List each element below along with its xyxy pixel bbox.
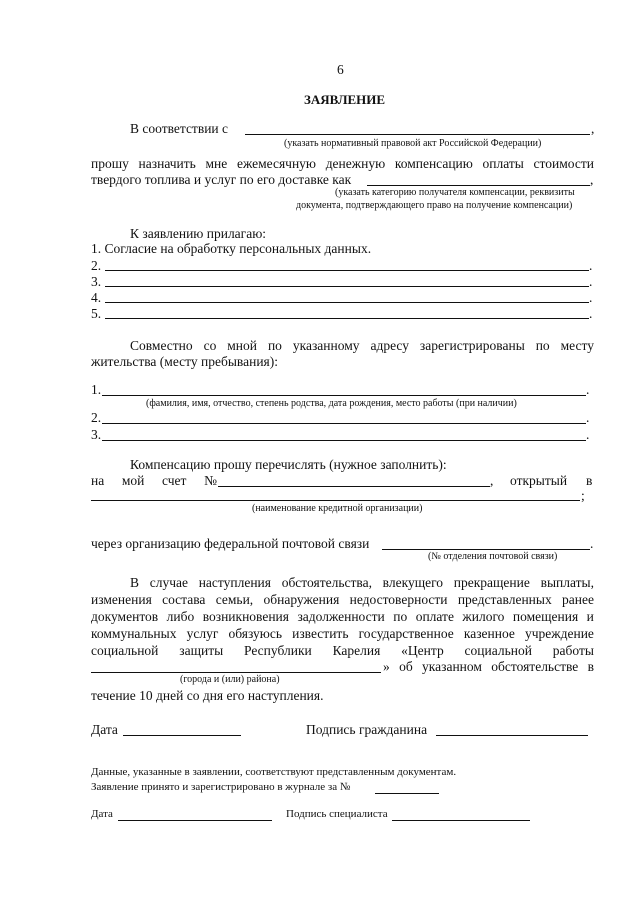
date-label: Дата (91, 722, 118, 737)
person-2-field[interactable] (102, 423, 586, 424)
post-prefix: через организацию федеральной почтовой связи (91, 536, 370, 551)
recipient-category-field[interactable] (367, 185, 590, 186)
attachment-dot-5: . (589, 306, 593, 321)
request-line-1: прошу назначить мне ежемесячную денежную компенсацию оплаты стоимости (91, 156, 594, 171)
city-district-field[interactable] (91, 672, 381, 673)
specialist-signature-label: Подпись специалиста (286, 808, 388, 820)
opened-v: в (586, 473, 593, 488)
attachments-heading: К заявлению прилагаю: (130, 226, 267, 241)
person-dot-3: . (586, 427, 590, 442)
journal-number-field[interactable] (375, 793, 439, 794)
bank-semicolon: ; (581, 488, 585, 503)
attachment-num-3: 3. (91, 274, 102, 289)
intro-prefix: В соответствии с (130, 121, 229, 136)
attachment-2-field[interactable] (105, 270, 589, 271)
person-dot-2: . (586, 410, 590, 425)
request-comma: , (590, 172, 594, 187)
attachment-num-4: 4. (91, 290, 102, 305)
specialist-signature-field[interactable] (392, 820, 530, 821)
obligation-line-5: социальной защиты Республики Карелия «Центр социальной работы (91, 643, 594, 658)
obligation-line-4: коммунальных услуг обязуюсь известить государственное казенное учреждение (91, 626, 594, 641)
footer-note-2: Заявление принято и зарегистрировано в журнале за № (91, 781, 351, 793)
account-comma: , (490, 473, 494, 488)
post-dot: . (590, 536, 594, 551)
obligation-line-3: документов либо возникновения задолженности по оплате жилого помещения и (91, 609, 594, 624)
citizen-signature-field[interactable] (436, 735, 588, 736)
person-num-1: 1. (91, 382, 102, 397)
account-label: на мой счет № (91, 473, 217, 488)
obligation-line-2: изменения состава семьи, обнаружения недостоверности представленных ранее (91, 592, 594, 607)
bank-hint: (наименование кредитной организации) (252, 503, 423, 514)
attachment-3-field[interactable] (105, 286, 589, 287)
obligation-line-1: В случае наступления обстоятельства, влекущего прекращение выплаты, (130, 575, 594, 590)
request-line-2: твердого топлива и услуг по его доставке как (91, 172, 352, 187)
city-district-hint: (города и (или) района) (180, 674, 280, 685)
registered-line-1: Совместно со мной по указанному адресу зарегистрированы по месту (130, 338, 594, 353)
footer-date-field[interactable] (118, 820, 272, 821)
person-dot-1: . (586, 382, 590, 397)
recipient-hint-1: (указать категорию получателя компенсации, реквизиты (335, 187, 575, 198)
date-field[interactable] (123, 735, 241, 736)
citizen-signature-label: Подпись гражданина (306, 722, 428, 737)
attachment-dot-4: . (589, 290, 593, 305)
attachment-dot-2: . (589, 258, 593, 273)
account-number-field[interactable] (218, 486, 490, 487)
legal-act-field[interactable] (245, 134, 590, 135)
legal-act-hint: (указать нормативный правовой акт Российской Федерации) (284, 138, 542, 149)
bank-name-field[interactable] (91, 500, 580, 501)
page-number: 6 (337, 62, 344, 77)
attachment-1: 1. Согласие на обработку персональных данных. (91, 241, 372, 256)
person-1-field[interactable] (102, 395, 586, 396)
attachment-num-2: 2. (91, 258, 102, 273)
attachment-5-field[interactable] (105, 318, 589, 319)
recipient-hint-2: документа, подтверждающего право на получение компенсации) (296, 200, 573, 211)
registered-line-2: жительства (месту пребывания): (91, 354, 278, 369)
attachment-dot-3: . (589, 274, 593, 289)
attachment-4-field[interactable] (105, 302, 589, 303)
attachment-num-5: 5. (91, 306, 102, 321)
payment-heading: Компенсацию прошу перечислять (нужное заполнить): (130, 457, 447, 472)
post-hint: (№ отделения почтовой связи) (428, 551, 558, 562)
post-office-field[interactable] (382, 549, 590, 550)
obligation-line-6: » об указанном обстоятельстве в (383, 659, 594, 674)
person-num-2: 2. (91, 410, 102, 425)
person-3-field[interactable] (102, 440, 586, 441)
obligation-line-7: течение 10 дней со дня его наступления. (91, 688, 324, 703)
footer-note-1: Данные, указанные в заявлении, соответствуют представленным документам. (91, 766, 457, 778)
document-title: ЗАЯВЛЕНИЕ (304, 92, 386, 107)
person-hint: (фамилия, имя, отчество, степень родства, дата рождения, место работы (при наличии) (146, 398, 517, 409)
footer-date-label: Дата (91, 808, 113, 820)
opened-word: открытый (510, 473, 568, 488)
person-num-3: 3. (91, 427, 102, 442)
intro-comma: , (591, 121, 595, 136)
